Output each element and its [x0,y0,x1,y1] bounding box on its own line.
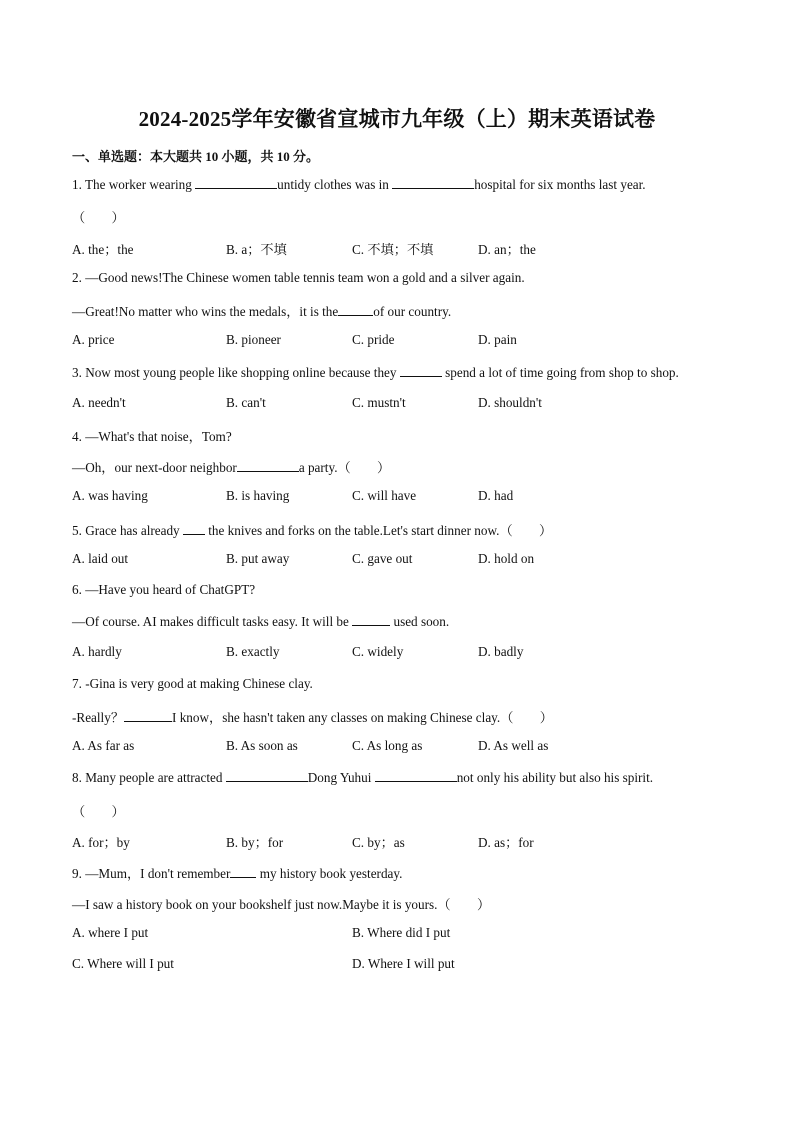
q5-option-b[interactable]: B. put away [226,551,290,566]
q8-option-b[interactable]: B. by；for [226,835,284,850]
q7-option-a[interactable]: A. As far as [72,738,135,753]
q7-option-b[interactable]: B. As soon as [226,738,298,753]
answer-blank [338,303,373,316]
question-6-reply: —Of course. AI makes difficult tasks easy. It will be used soon. [72,614,450,629]
answer-blank [392,176,474,189]
q5-option-c[interactable]: C. gave out [352,551,413,566]
q8-option-c[interactable]: C. by；as [352,835,405,850]
q3-option-d[interactable]: D. shouldn't [478,395,542,410]
q3-option-c[interactable]: C. mustn't [352,395,406,410]
question-9: 9. —Mum，I don't remember my history book yesterday. [72,866,403,881]
answer-blank [230,865,256,878]
question-3: 3. Now most young people like shopping online because they spend a lot of time going from shop to shop. [72,365,679,380]
q2-option-d[interactable]: D. pain [478,332,517,347]
q2-option-b[interactable]: B. pioneer [226,332,281,347]
page-title: 2024-2025学年安徽省宣城市九年级（上）期末英语试卷 [138,107,656,131]
question-8-paren: （ ） [72,804,125,819]
q8-option-a[interactable]: A. for；by [72,835,130,850]
q9-option-a[interactable]: A. where I put [72,925,149,940]
q3-option-a[interactable]: A. needn't [72,395,126,410]
q1-option-a[interactable]: A. the；the [72,242,134,257]
q4-option-d[interactable]: D. had [478,488,514,503]
q5-option-d[interactable]: D. hold on [478,551,535,566]
question-1-paren: （ ） [72,210,125,225]
q4-option-c[interactable]: C. will have [352,488,417,503]
question-6: 6. —Have you heard of ChatGPT? [72,582,256,597]
q2-option-c[interactable]: C. pride [352,332,395,347]
q9-option-b[interactable]: B. Where did I put [352,925,451,940]
q4-option-b[interactable]: B. is having [226,488,290,503]
answer-blank [195,176,277,189]
q1-option-c[interactable]: C. 不填；不填 [352,242,434,257]
q9-option-c[interactable]: C. Where will I put [72,956,174,971]
q9-option-d[interactable]: D. Where I will put [352,956,455,971]
q6-option-d[interactable]: D. badly [478,644,524,659]
q1-option-b[interactable]: B. a；不填 [226,242,287,257]
q3-option-b[interactable]: B. can't [226,395,266,410]
question-2-reply: —Great!No matter who wins the medals，it is the of our country. [72,304,452,319]
question-4: 4. —What's that noise，Tom? [72,429,232,444]
q2-option-a[interactable]: A. price [72,332,115,347]
question-8: 8. Many people are attracted Dong Yuhui not only his ability but also his spirit. [72,770,654,785]
answer-blank [237,459,299,472]
answer-blank [124,709,172,722]
answer-blank [400,364,442,377]
q6-option-b[interactable]: B. exactly [226,644,280,659]
answer-blank [375,769,457,782]
q6-option-c[interactable]: C. widely [352,644,404,659]
answer-blank [352,613,390,626]
q6-option-a[interactable]: A. hardly [72,644,122,659]
question-4-reply: —Oh，our next-door neighbor a party.（ ） [72,460,391,475]
question-5: 5. Grace has already the knives and forks on the table.Let's start dinner now.（ ） [72,523,553,538]
q7-option-d[interactable]: D. As well as [478,738,549,753]
section-heading: 一、单选题：本大题共 10 小题，共 10 分。 [72,149,320,164]
q1-option-d[interactable]: D. an；the [478,242,536,257]
q8-option-d[interactable]: D. as；for [478,835,534,850]
question-7-reply: -Really？ I know，she hasn't taken any classes on making Chinese clay.（ ） [72,710,553,725]
question-2: 2. —Good news!The Chinese women table tennis team won a gold and a silver again. [72,270,525,285]
question-9-reply: —I saw a history book on your bookshelf just now.Maybe it is yours.（ ） [72,897,491,912]
q4-option-a[interactable]: A. was having [72,488,148,503]
answer-blank [183,522,205,535]
answer-blank [226,769,308,782]
q5-option-a[interactable]: A. laid out [72,551,129,566]
question-1: 1. The worker wearing untidy clothes was in hospital for six months last year. [72,177,646,192]
q7-option-c[interactable]: C. As long as [352,738,423,753]
question-7: 7. -Gina is very good at making Chinese clay. [72,676,313,691]
